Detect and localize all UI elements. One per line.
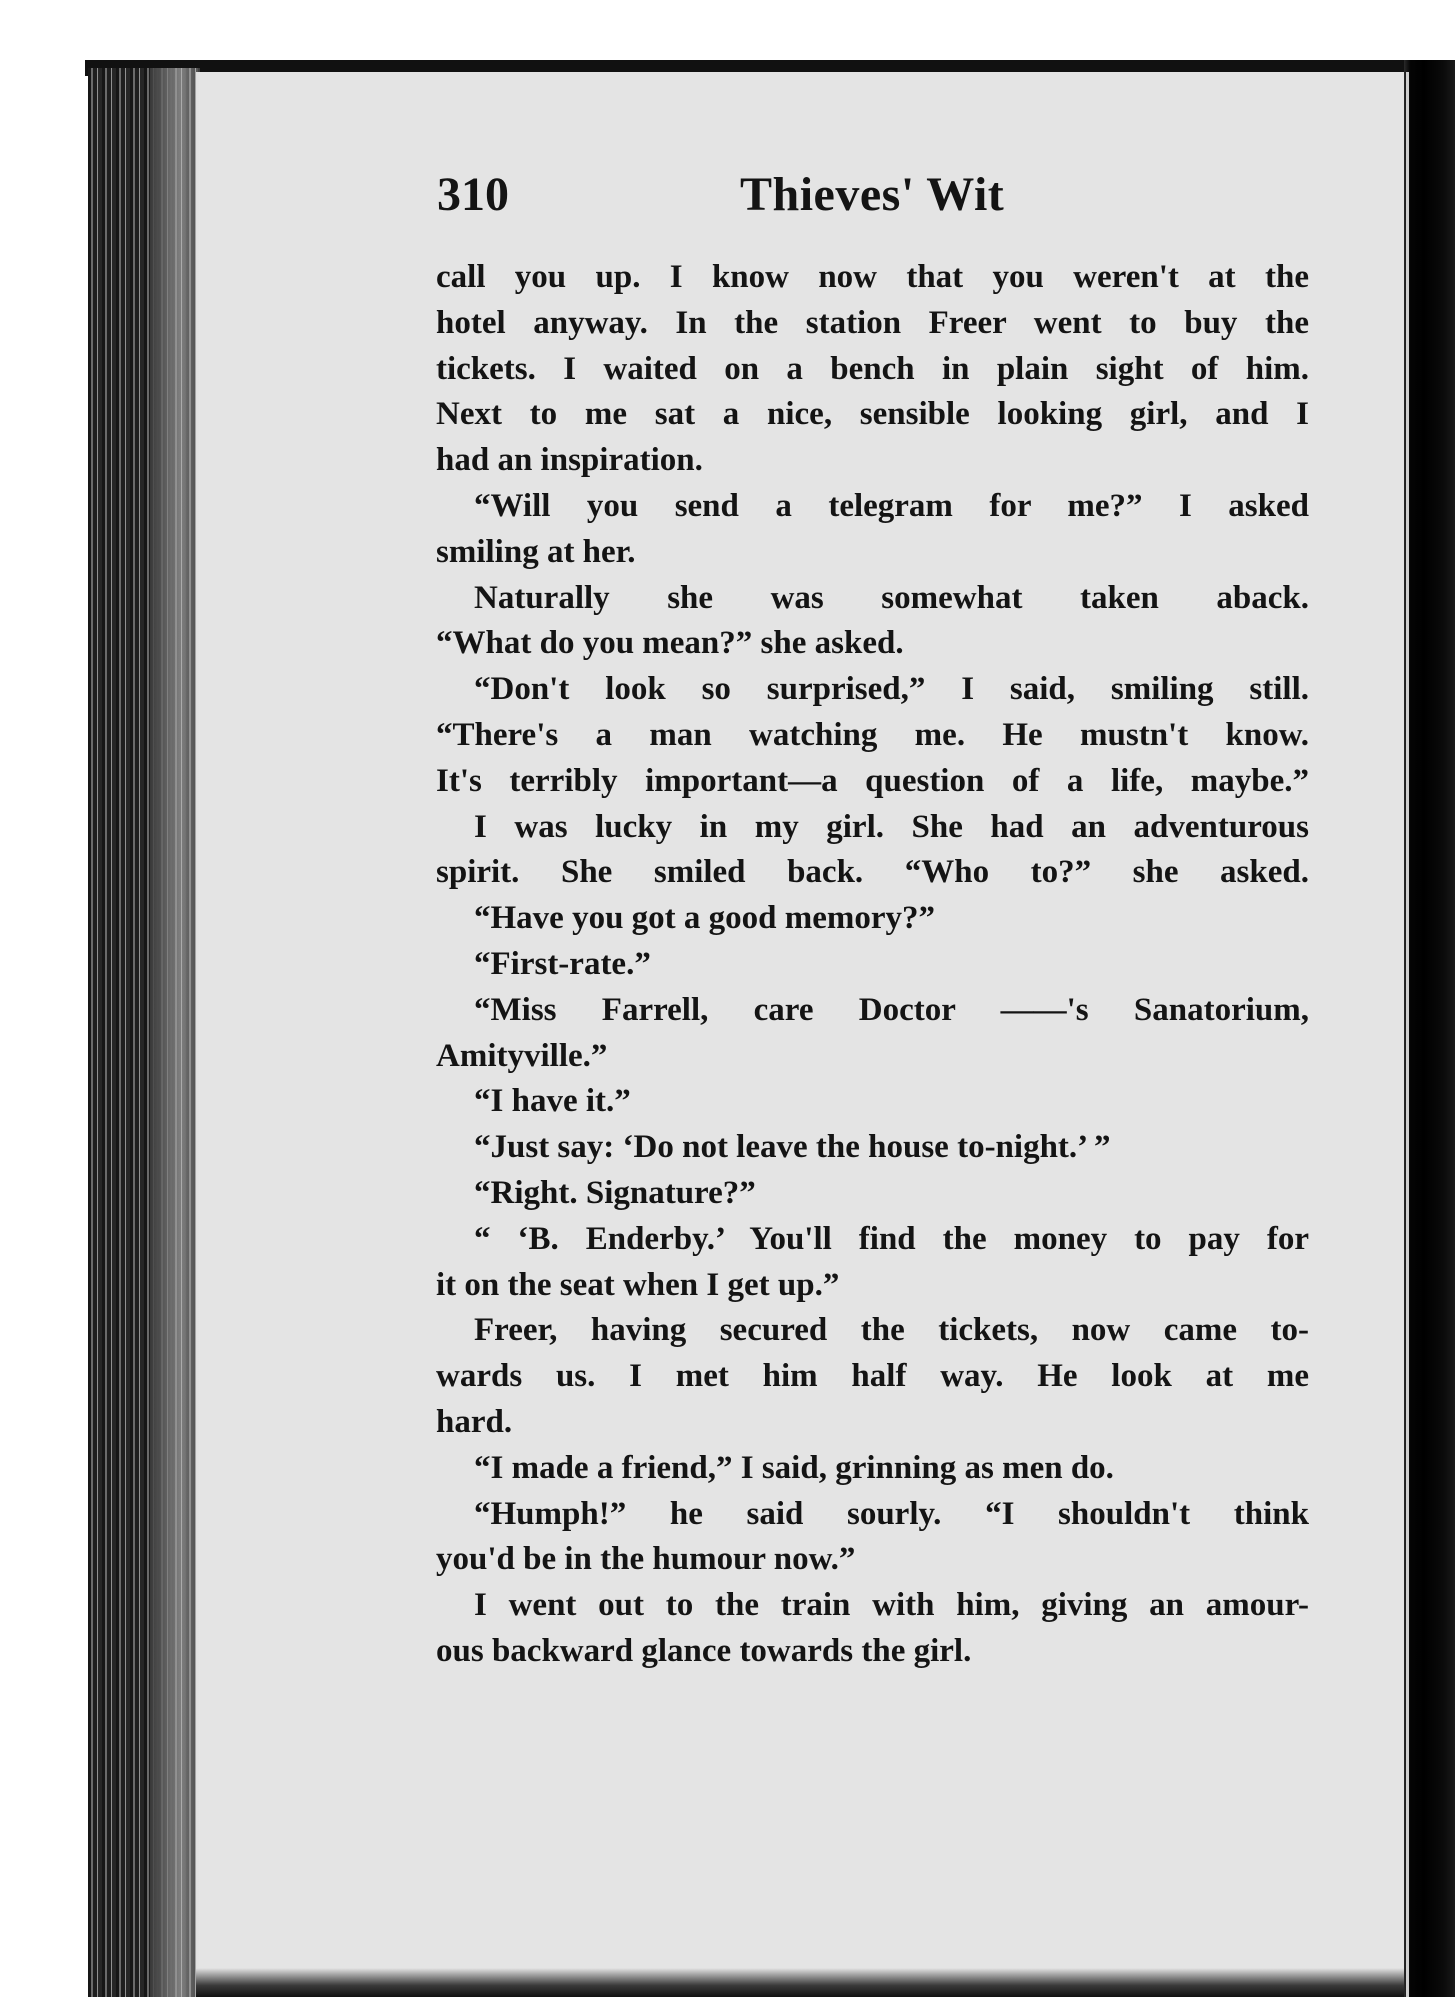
running-title: Thieves' Wit: [740, 168, 1005, 221]
text-line: I was lucky in my girl. She had an adventurous: [474, 808, 1309, 845]
text-line: it on the seat when I get up.”: [436, 1266, 840, 1303]
text-line: smiling at her.: [436, 533, 636, 570]
text-line: “Have you got a good memory?”: [474, 900, 936, 937]
text-line: “There's a man watching me. He mustn't know.: [436, 716, 1309, 753]
text-line: “Don't look so surprised,” I said, smiling still.: [474, 671, 1309, 708]
text-line: wards us. I met him half way. He look at me: [436, 1358, 1309, 1395]
text-line: ous backward glance towards the girl.: [436, 1632, 972, 1669]
text-line: “ ‘B. Enderby.’ You'll find the money to pay for: [474, 1220, 1309, 1257]
text-line: hard.: [436, 1403, 513, 1440]
text-line: “I made a friend,” I said, grinning as men do.: [474, 1449, 1114, 1486]
text-line: Freer, having secured the tickets, now came to-: [474, 1312, 1309, 1349]
gutter-highlight: [1406, 72, 1409, 1997]
scanner-bottom-border: [196, 1968, 1404, 1997]
text-line: Amityville.”: [436, 1037, 608, 1074]
text-line: you'd be in the humour now.”: [436, 1541, 856, 1578]
text-line: I went out to the train with him, giving an amour-: [474, 1587, 1309, 1624]
text-line: “First-rate.”: [474, 945, 651, 982]
text-line: hotel anyway. In the station Freer went to buy the: [436, 304, 1309, 341]
text-line: “Will you send a telegram for me?” I asked: [474, 487, 1309, 524]
text-line: “Miss Farrell, care Doctor ——'s Sanatorium,: [474, 991, 1309, 1028]
text-line: It's terribly important—a question of a life, maybe.”: [436, 762, 1309, 799]
text-line: “Just say: ‘Do not leave the house to-night.’ ”: [474, 1129, 1111, 1166]
text-line: Naturally she was somewhat taken aback.: [474, 579, 1309, 616]
text-line: call you up. I know now that you weren't at the: [436, 259, 1309, 295]
text-line: “Humph!” he said sourly. “I shouldn't think: [474, 1495, 1309, 1532]
text-line: “I have it.”: [474, 1083, 631, 1120]
text-line: spirit. She smiled back. “Who to?” she asked.: [436, 854, 1309, 891]
text-line: “Right. Signature?”: [474, 1174, 756, 1211]
binding-gutter: [1404, 60, 1455, 1997]
text-line: had an inspiration.: [436, 442, 703, 479]
page-header: [437, 165, 1022, 235]
page-number: 310: [437, 168, 509, 221]
text-line: Next to me sat a nice, sensible looking girl, and I: [436, 396, 1309, 433]
text-line: “What do you mean?” she asked.: [436, 625, 904, 662]
body-text: [436, 255, 1309, 1675]
text-line: tickets. I waited on a bench in plain sight of him.: [436, 350, 1309, 387]
page-edge-shadow: [150, 68, 200, 1997]
